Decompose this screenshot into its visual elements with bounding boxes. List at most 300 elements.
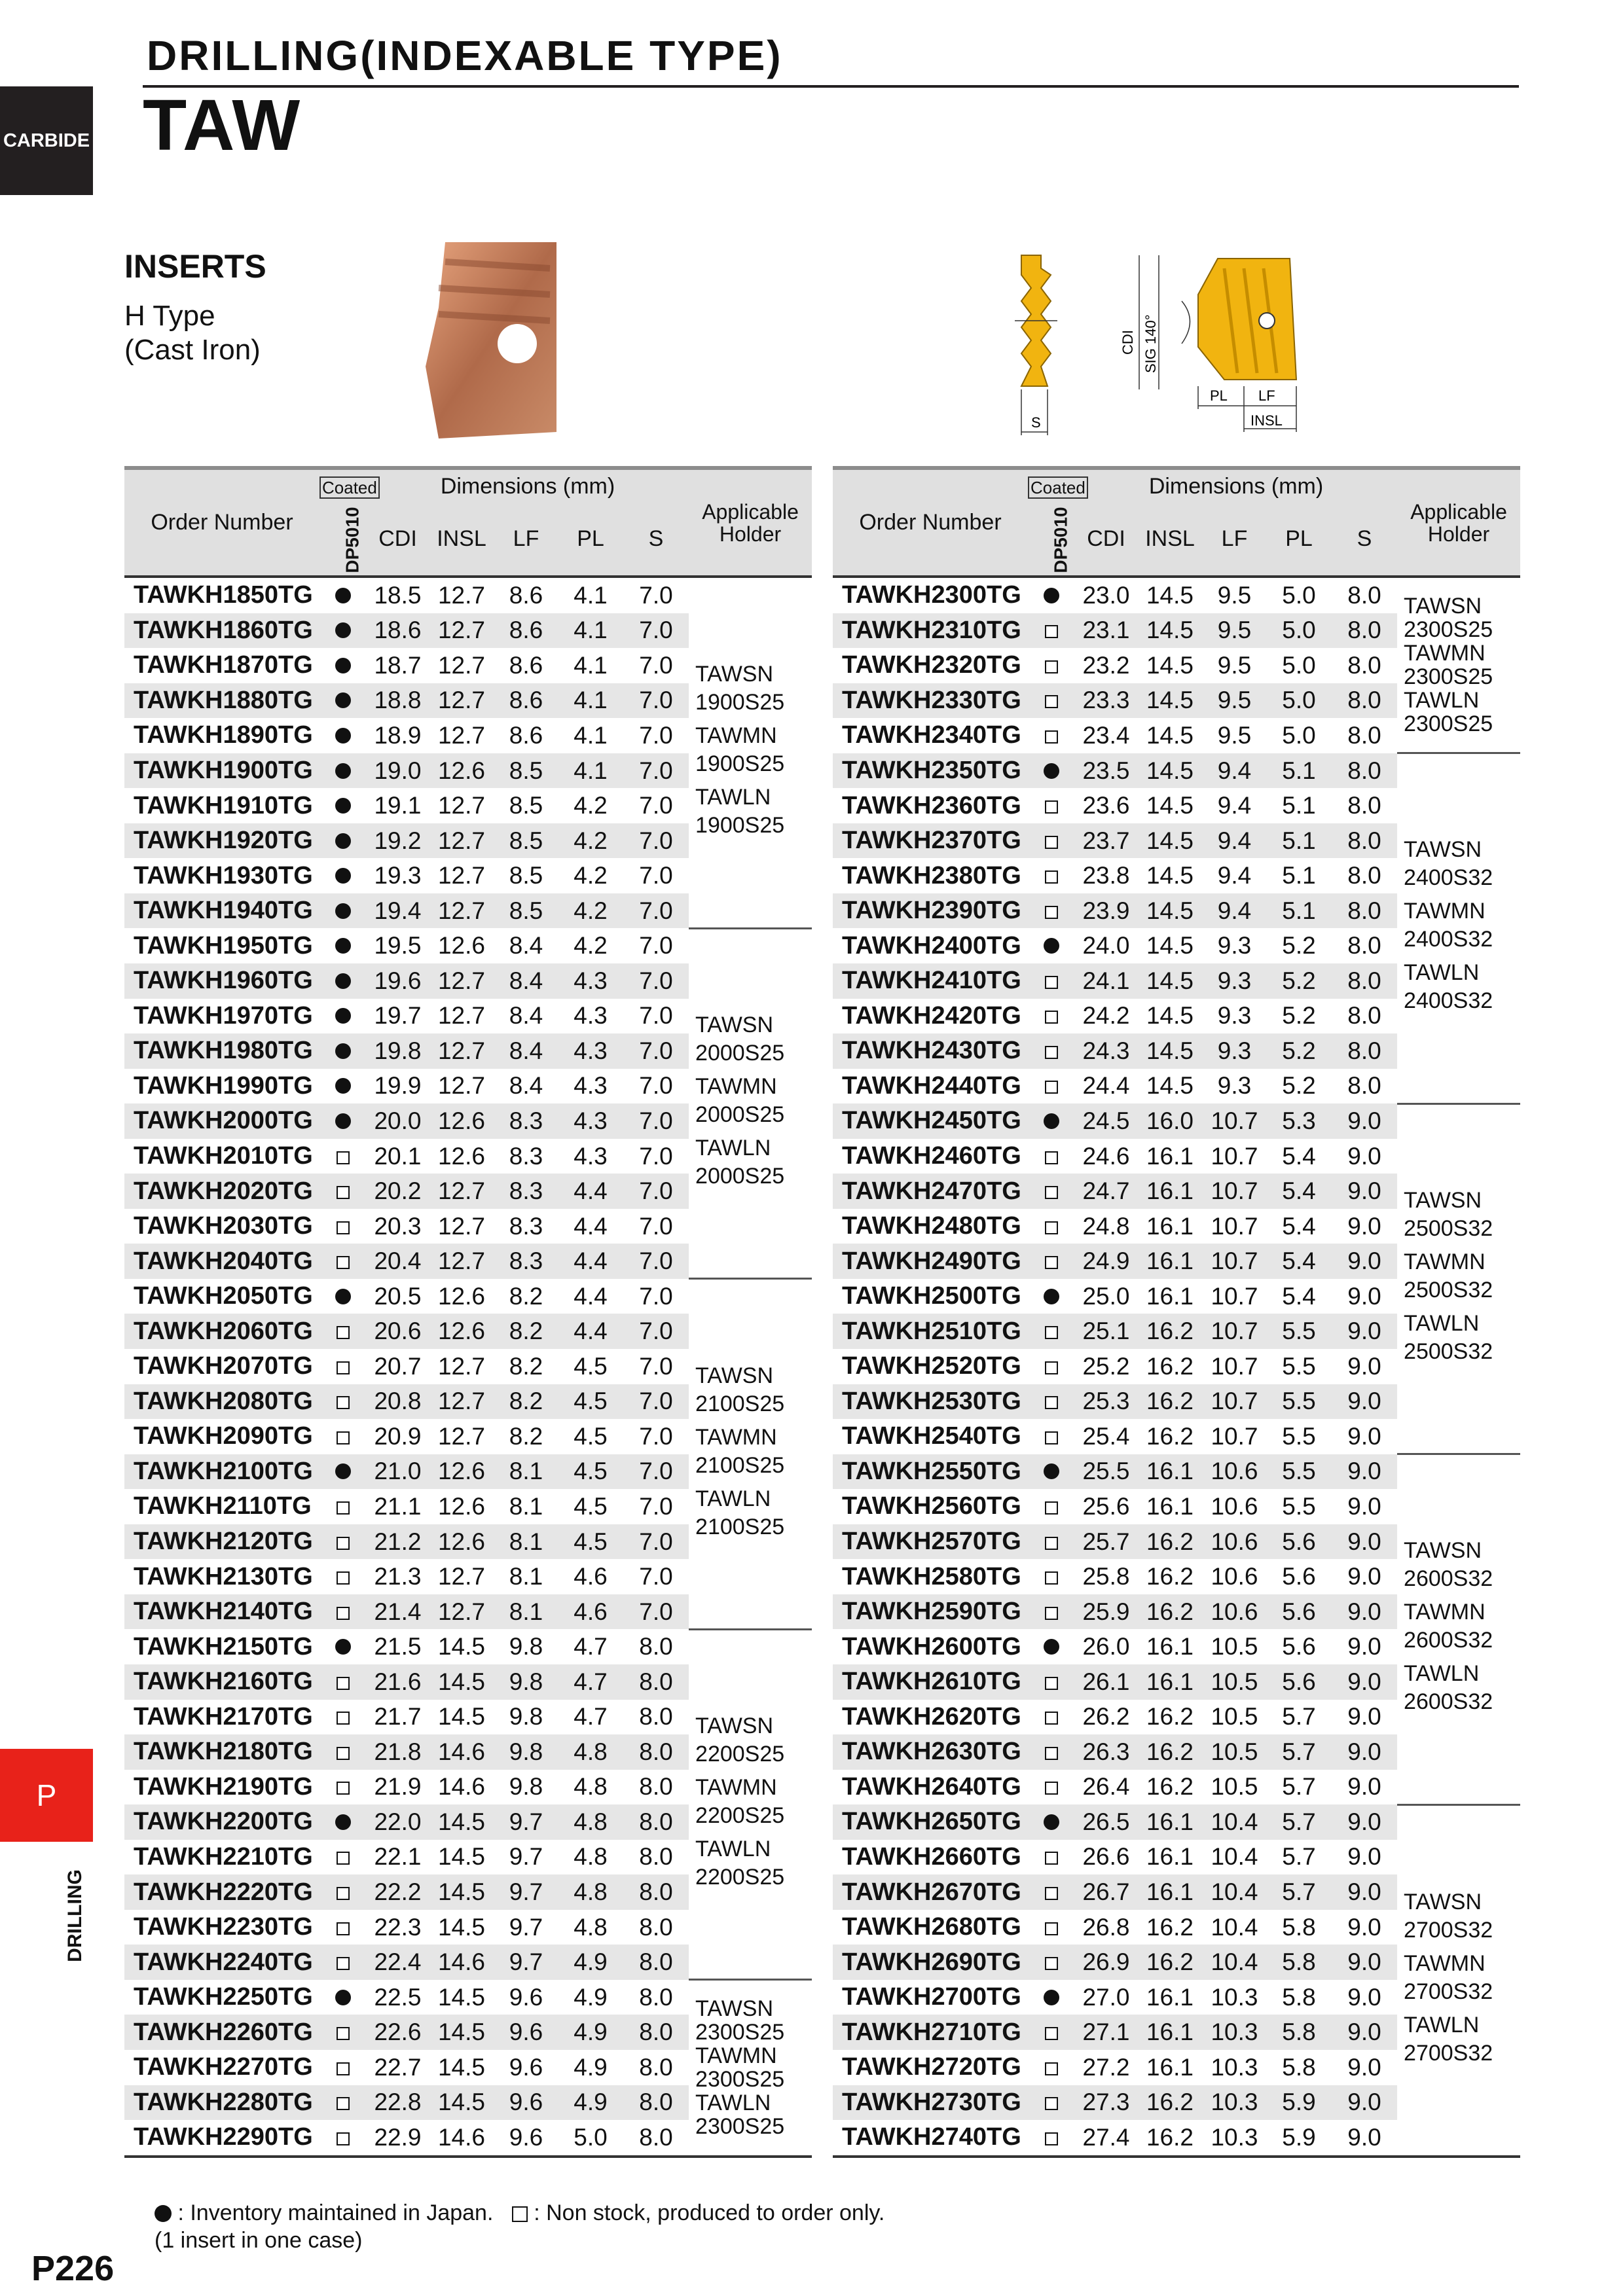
stock-dot-icon: [1044, 1639, 1059, 1655]
order-number: TAWKH2170TG: [134, 1702, 313, 1731]
order-number: TAWKH1880TG: [124, 683, 319, 719]
stock-status: [319, 683, 367, 719]
s-value: 7.0: [623, 613, 689, 649]
lf-value: 9.6: [509, 1983, 543, 2011]
insl-value: 12.7: [437, 1002, 485, 1030]
insl-value: 12.7: [429, 963, 494, 999]
pl-value: 4.2: [574, 792, 608, 819]
order-box-icon: [1045, 1747, 1058, 1760]
order-number: TAWKH2050TG: [134, 1282, 313, 1310]
cdi-value: 24.6: [1082, 1142, 1130, 1170]
stock-status: [1028, 1770, 1075, 1805]
cdi-value: 19.3: [374, 862, 422, 889]
s-value: 9.0: [1332, 1314, 1397, 1349]
cdi-value: 20.9: [374, 1422, 422, 1450]
order-box-icon: [1045, 870, 1058, 884]
pl-value: 5.9: [1282, 2123, 1316, 2151]
legend-stock-text: : Inventory maintained in Japan.: [177, 2200, 494, 2225]
stock-status: [1028, 823, 1075, 859]
order-number: TAWKH2100TG: [124, 1454, 319, 1490]
drilling-side-label: DRILLING: [64, 1869, 86, 1962]
lf-value: 10.6: [1203, 1524, 1266, 1560]
stock-dot-icon: [1044, 763, 1059, 779]
holder-line: TAWMN: [1404, 641, 1486, 666]
lf-value: 8.3: [509, 1212, 543, 1240]
dimensions-header: Dimensions (mm): [1148, 473, 1324, 499]
order-number: TAWKH2480TG: [842, 1212, 1021, 1240]
grade-header: DP5010: [342, 507, 363, 573]
pl-value: 5.3: [1266, 1103, 1332, 1139]
applicable-holder: [1397, 1103, 1520, 1454]
cdi-value: 26.3: [1075, 1734, 1137, 1770]
order-number: TAWKH2000TG: [124, 1103, 319, 1139]
holder-line: 1900S25: [695, 812, 785, 838]
insert-type: H Type: [124, 300, 215, 332]
s-value: 7.0: [623, 683, 689, 719]
order-number: TAWKH2270TG: [134, 2053, 313, 2081]
lf-value: 10.4: [1203, 1874, 1266, 1910]
stock-dot-icon: [335, 1078, 351, 1094]
lf-value: 10.7: [1211, 1422, 1258, 1450]
cdi-value: 20.1: [374, 1142, 422, 1170]
pl-value: 4.1: [574, 721, 608, 749]
lf-value: 9.3: [1203, 1033, 1266, 1069]
order-box-icon: [1045, 1081, 1058, 1094]
s-value: 8.0: [623, 1945, 689, 1980]
lf-value: 8.6: [494, 577, 558, 613]
pl-value: 4.5: [558, 1384, 623, 1420]
stock-status: [319, 1033, 367, 1069]
pl-value: 4.2: [574, 932, 608, 960]
col-pl-header: PL: [1285, 526, 1313, 551]
pl-value: 5.1: [1282, 862, 1316, 889]
holder-line: TAWLN: [1404, 1310, 1480, 1336]
stock-status: [319, 718, 367, 753]
lf-value: 10.4: [1203, 1945, 1266, 1980]
insl-value: 16.2: [1137, 1384, 1203, 1420]
cdi-value: 19.0: [367, 753, 429, 789]
stock-status: [319, 1419, 367, 1454]
stock-status: [319, 1069, 367, 1104]
s-value: 9.0: [1332, 1804, 1397, 1840]
order-number: TAWKH2640TG: [842, 1772, 1021, 1801]
order-number: TAWKH1920TG: [124, 823, 319, 859]
cdi-value: 19.6: [367, 963, 429, 999]
stock-status: [1028, 858, 1075, 893]
lf-value: 9.6: [509, 2123, 543, 2151]
lf-value: 10.7: [1203, 1314, 1266, 1349]
stock-status: [1028, 1594, 1075, 1630]
lf-value: 8.1: [494, 1524, 558, 1560]
lf-value: 9.8: [509, 1703, 543, 1731]
insl-value: 16.1: [1137, 1174, 1203, 1209]
s-value: 8.0: [639, 1983, 673, 2011]
lf-value: 10.7: [1203, 1244, 1266, 1279]
cdi-value: 25.1: [1075, 1314, 1137, 1349]
lf-value: 8.5: [494, 823, 558, 859]
lf-value: 10.6: [1211, 1492, 1258, 1520]
insl-value: 12.7: [437, 651, 485, 679]
s-value: 9.0: [1332, 1874, 1397, 1910]
stock-status: [1028, 963, 1075, 999]
cdi-value: 25.5: [1075, 1454, 1137, 1490]
applicable-holder: [1397, 1804, 1520, 2156]
cdi-value: 25.4: [1082, 1422, 1130, 1450]
pl-value: 4.4: [574, 1282, 608, 1310]
pl-value: 5.5: [1266, 1454, 1332, 1490]
stock-status: [319, 893, 367, 929]
cdi-value: 24.2: [1082, 1002, 1130, 1030]
s-value: 9.0: [1347, 1352, 1381, 1380]
pl-value: 5.8: [1282, 2053, 1316, 2081]
pl-value: 4.6: [574, 1563, 608, 1590]
s-value: 7.0: [639, 721, 673, 749]
insl-value: 12.6: [429, 1314, 494, 1349]
order-number: TAWKH2360TG: [842, 791, 1021, 819]
s-value: 9.0: [1347, 2123, 1381, 2151]
order-number: TAWKH2470TG: [833, 1174, 1028, 1209]
order-number: TAWKH2720TG: [842, 2053, 1021, 2081]
stock-status: [1028, 577, 1075, 613]
pl-value: 4.1: [574, 651, 608, 679]
insl-value: 12.7: [437, 1422, 485, 1450]
cdi-value: 20.4: [367, 1244, 429, 1279]
insl-value: 16.2: [1146, 1913, 1194, 1941]
lf-value: 8.3: [494, 1244, 558, 1279]
s-value: 7.0: [639, 1492, 673, 1520]
pl-value: 4.4: [558, 1244, 623, 1279]
insl-value: 12.7: [429, 1033, 494, 1069]
stock-status: [1028, 1734, 1075, 1770]
dimensions-header: Dimensions (mm): [440, 473, 615, 499]
order-number: TAWKH2550TG: [833, 1454, 1028, 1490]
stock-status: [319, 2015, 367, 2050]
lf-value: 9.6: [494, 2015, 558, 2050]
cdi-value: 22.2: [367, 1874, 429, 1910]
cdi-value: 24.7: [1075, 1174, 1137, 1209]
insl-value: 12.7: [429, 1244, 494, 1279]
stock-status: [319, 823, 367, 859]
pl-value: 4.2: [558, 893, 623, 929]
order-number: TAWKH2580TG: [842, 1562, 1021, 1590]
s-value: 9.0: [1347, 1913, 1381, 1941]
table-row: [833, 1454, 1520, 1490]
pl-value: 4.6: [558, 1594, 623, 1630]
stock-status: [1028, 613, 1075, 649]
s-value: 8.0: [1347, 932, 1381, 960]
stock-status: [1028, 2050, 1075, 2085]
order-box-icon: [337, 2027, 350, 2040]
stock-status: [1028, 2120, 1075, 2157]
table-row: [124, 1980, 812, 2015]
holder-line: 2200S25: [695, 1742, 785, 1767]
cdi-value: 19.4: [367, 893, 429, 929]
insl-value: 16.2: [1146, 1422, 1194, 1450]
s-value: 9.0: [1332, 1384, 1397, 1420]
cdi-value: 25.6: [1082, 1492, 1130, 1520]
lf-value: 10.3: [1211, 2053, 1258, 2081]
insl-value: 14.5: [1137, 963, 1203, 999]
cdi-value: 18.7: [374, 651, 422, 679]
order-box-icon: [1045, 730, 1058, 744]
order-number: TAWKH2410TG: [833, 963, 1028, 999]
order-box-icon: [337, 1151, 350, 1164]
stock-status: [319, 1804, 367, 1840]
holder-line: TAWMN: [1404, 1950, 1486, 1976]
lf-value: 10.7: [1211, 1352, 1258, 1380]
col-s-header: S: [1357, 526, 1372, 551]
holder-line: 2200S25: [695, 1803, 785, 1829]
applicable-holder-header: Applicable Holder: [702, 499, 799, 546]
cdi-value: 22.6: [367, 2015, 429, 2050]
s-value: 8.0: [623, 1664, 689, 1700]
holder-line: TAWLN: [1404, 1661, 1480, 1687]
holder-line: TAWMN: [695, 1775, 777, 1801]
insl-value: 16.2: [1137, 1314, 1203, 1349]
stock-dot-icon: [1044, 938, 1059, 954]
order-box-icon: [337, 1256, 350, 1269]
right-product-table: [833, 466, 1520, 2158]
lf-label: LF: [1258, 387, 1275, 404]
order-box-icon: [1045, 1256, 1058, 1269]
s-value: 9.0: [1332, 1734, 1397, 1770]
cdi-value: 23.2: [1082, 651, 1130, 679]
pl-value: 4.4: [574, 1212, 608, 1240]
pl-value: 4.2: [574, 862, 608, 889]
insl-value: 16.1: [1137, 1244, 1203, 1279]
lf-value: 8.1: [494, 1454, 558, 1490]
stock-status: [1028, 648, 1075, 683]
pl-value: 5.0: [1266, 577, 1332, 613]
holder-line: 2400S32: [1404, 927, 1493, 952]
holder-line: 1900S25: [695, 689, 785, 715]
lf-value: 10.5: [1211, 1773, 1258, 1801]
stock-status: [319, 1139, 367, 1174]
lf-value: 9.6: [509, 2053, 543, 2081]
insl-value: 16.1: [1146, 1843, 1194, 1871]
cdi-value: 21.1: [374, 1492, 422, 1520]
col-pl-header: PL: [577, 526, 604, 551]
s-value: 8.0: [1332, 683, 1397, 719]
holder-line: 2300S25: [1404, 664, 1493, 690]
s-value: 9.0: [1332, 1454, 1397, 1490]
stock-dot-icon: [335, 1463, 351, 1479]
col-insl-header: INSL: [1145, 526, 1195, 551]
s-value: 9.0: [1347, 1843, 1381, 1871]
s-value: 9.0: [1332, 1103, 1397, 1139]
s-value: 8.0: [639, 1633, 673, 1660]
holder-line: TAWSN: [1404, 1889, 1482, 1914]
pl-value: 5.6: [1266, 1524, 1332, 1560]
s-value: 9.0: [1347, 1563, 1381, 1590]
stock-dot-icon: [335, 868, 351, 884]
insl-value: 12.7: [437, 1563, 485, 1590]
s-value: 8.0: [623, 1734, 689, 1770]
s-value: 8.0: [623, 1874, 689, 1910]
cdi-value: 22.7: [374, 2053, 422, 2081]
cdi-value: 23.4: [1082, 721, 1130, 749]
pl-value: 5.8: [1282, 1983, 1316, 2011]
col-insl-header: INSL: [437, 526, 486, 551]
order-box-icon: [1045, 1922, 1058, 1935]
insl-value: 14.5: [437, 2053, 485, 2081]
s-value: 7.0: [639, 862, 673, 889]
lf-value: 9.7: [509, 1843, 543, 1871]
carbide-tab: CARBIDE: [0, 86, 93, 195]
pl-label: PL: [1210, 387, 1228, 404]
pl-value: 5.2: [1282, 932, 1316, 960]
order-number: TAWKH2300TG: [833, 577, 1028, 613]
insl-value: 14.5: [1137, 613, 1203, 649]
cdi-value: 23.6: [1082, 792, 1130, 819]
insl-value: 14.5: [429, 1664, 494, 1700]
lf-value: 10.3: [1211, 1983, 1258, 2011]
order-box-icon: [1045, 1151, 1058, 1164]
lf-value: 10.3: [1203, 2085, 1266, 2121]
cdi-value: 21.6: [367, 1664, 429, 1700]
stock-status: [319, 1770, 367, 1805]
cdi-value: 27.1: [1075, 2015, 1137, 2050]
order-box-icon: [1045, 800, 1058, 814]
pl-value: 4.9: [574, 1983, 608, 2011]
order-number: TAWKH1940TG: [124, 893, 319, 929]
grade-header: DP5010: [1050, 507, 1071, 573]
insl-value: 14.5: [437, 1983, 485, 2011]
holder-line: 2700S32: [1404, 1979, 1493, 2004]
cdi-value: 23.0: [1075, 577, 1137, 613]
cdi-value: 25.0: [1082, 1282, 1130, 1310]
lf-value: 10.7: [1203, 1103, 1266, 1139]
cdi-value: 19.2: [367, 823, 429, 859]
order-number: TAWKH2310TG: [833, 613, 1028, 649]
stock-status: [1028, 893, 1075, 929]
holder-line: TAWSN: [695, 1713, 774, 1739]
lf-value: 8.6: [509, 651, 543, 679]
order-number: TAWKH2380TG: [842, 861, 1021, 889]
lf-value: 8.2: [494, 1384, 558, 1420]
stock-status: [319, 1454, 367, 1490]
order-number: TAWKH1850TG: [124, 577, 319, 613]
order-number: TAWKH2440TG: [842, 1071, 1021, 1100]
pl-value: 4.9: [558, 2085, 623, 2121]
holder-line: TAWSN: [1404, 594, 1482, 619]
stock-dot-icon: [335, 798, 351, 814]
pl-value: 5.1: [1282, 792, 1316, 819]
lf-value: 9.7: [494, 1874, 558, 1910]
order-box-icon: [1045, 1537, 1058, 1550]
pl-value: 4.7: [558, 1664, 623, 1700]
s-value: 8.0: [1332, 893, 1397, 929]
table-row: [124, 577, 812, 613]
order-box-icon: [337, 1396, 350, 1409]
order-number: TAWKH2630TG: [833, 1734, 1028, 1770]
s-value: 8.0: [1347, 1002, 1381, 1030]
insl-value: 12.7: [437, 1072, 485, 1100]
s-value: 7.0: [639, 1422, 673, 1450]
order-box-icon: [1045, 1677, 1058, 1690]
cdi-value: 22.8: [367, 2085, 429, 2121]
holder-line: TAWSN: [695, 1363, 774, 1388]
lf-value: 8.4: [494, 963, 558, 999]
s-value: 8.0: [623, 2015, 689, 2050]
order-box-icon: [1045, 1396, 1058, 1409]
insert-material: (Cast Iron): [124, 334, 261, 366]
stock-dot-icon: [335, 588, 351, 603]
order-number: TAWKH2350TG: [833, 753, 1028, 789]
lf-value: 9.5: [1203, 577, 1266, 613]
lf-value: 8.4: [509, 932, 543, 960]
lf-value: 8.4: [509, 1072, 543, 1100]
cdi-value: 21.5: [374, 1633, 422, 1660]
stock-status: [319, 2120, 367, 2157]
s-value: 7.0: [639, 792, 673, 819]
cdi-value: 26.6: [1082, 1843, 1130, 1871]
cdi-value: 26.9: [1075, 1945, 1137, 1980]
cdi-value: 20.5: [374, 1282, 422, 1310]
stock-status: [1028, 788, 1075, 823]
stock-status: [319, 1349, 367, 1384]
order-number: TAWKH2130TG: [134, 1562, 313, 1590]
order-number-header: Order Number: [859, 510, 1002, 535]
s-value: 9.0: [1347, 2053, 1381, 2081]
order-box-icon: [337, 1537, 350, 1550]
col-lf-header: LF: [1221, 526, 1248, 551]
lf-value: 10.5: [1203, 1734, 1266, 1770]
cdi-value: 21.4: [367, 1594, 429, 1630]
pl-value: 5.2: [1266, 1033, 1332, 1069]
s-value: 8.0: [1347, 651, 1381, 679]
order-box-icon: [337, 1922, 350, 1935]
stock-status: [1028, 2085, 1075, 2121]
order-number: TAWKH2620TG: [842, 1702, 1021, 1731]
lf-value: 9.3: [1217, 932, 1252, 960]
stock-status: [319, 1174, 367, 1209]
holder-line: 2400S32: [1404, 988, 1493, 1014]
order-number: TAWKH2210TG: [134, 1842, 313, 1871]
s-value: 7.0: [623, 1244, 689, 1279]
stock-status: [1028, 1804, 1075, 1840]
cdi-value: 24.9: [1075, 1244, 1137, 1279]
lf-value: 8.4: [494, 1033, 558, 1069]
cdi-value: 26.0: [1082, 1633, 1130, 1660]
order-number: TAWKH1870TG: [134, 651, 313, 679]
cdi-value: 21.9: [374, 1773, 422, 1801]
cdi-value: 23.8: [1082, 862, 1130, 889]
insl-value: 14.5: [1146, 721, 1194, 749]
legend-order-text: : Non stock, produced to order only.: [534, 2200, 885, 2225]
pl-value: 5.6: [1266, 1664, 1332, 1700]
stock-status: [319, 788, 367, 823]
lf-value: 8.2: [509, 1282, 543, 1310]
order-box-icon: [1045, 1431, 1058, 1444]
applicable-holder: [1397, 1454, 1520, 1804]
insl-value: 14.5: [1146, 1072, 1194, 1100]
cdi-value: 22.1: [374, 1843, 422, 1871]
cdi-value: 25.2: [1082, 1352, 1130, 1380]
insl-value: 14.5: [1137, 683, 1203, 719]
stock-status: [1028, 1033, 1075, 1069]
insl-value: 14.6: [429, 1734, 494, 1770]
s-value: 8.0: [1332, 1033, 1397, 1069]
lf-value: 9.3: [1217, 1072, 1252, 1100]
order-number: TAWKH2390TG: [833, 893, 1028, 929]
order-box-icon: [1045, 1571, 1058, 1585]
s-value: 7.0: [623, 1594, 689, 1630]
pl-value: 5.4: [1266, 1244, 1332, 1279]
cdi-value: 26.4: [1082, 1773, 1130, 1801]
insl-value: 14.5: [1137, 753, 1203, 789]
insl-value: 14.5: [437, 1703, 485, 1731]
